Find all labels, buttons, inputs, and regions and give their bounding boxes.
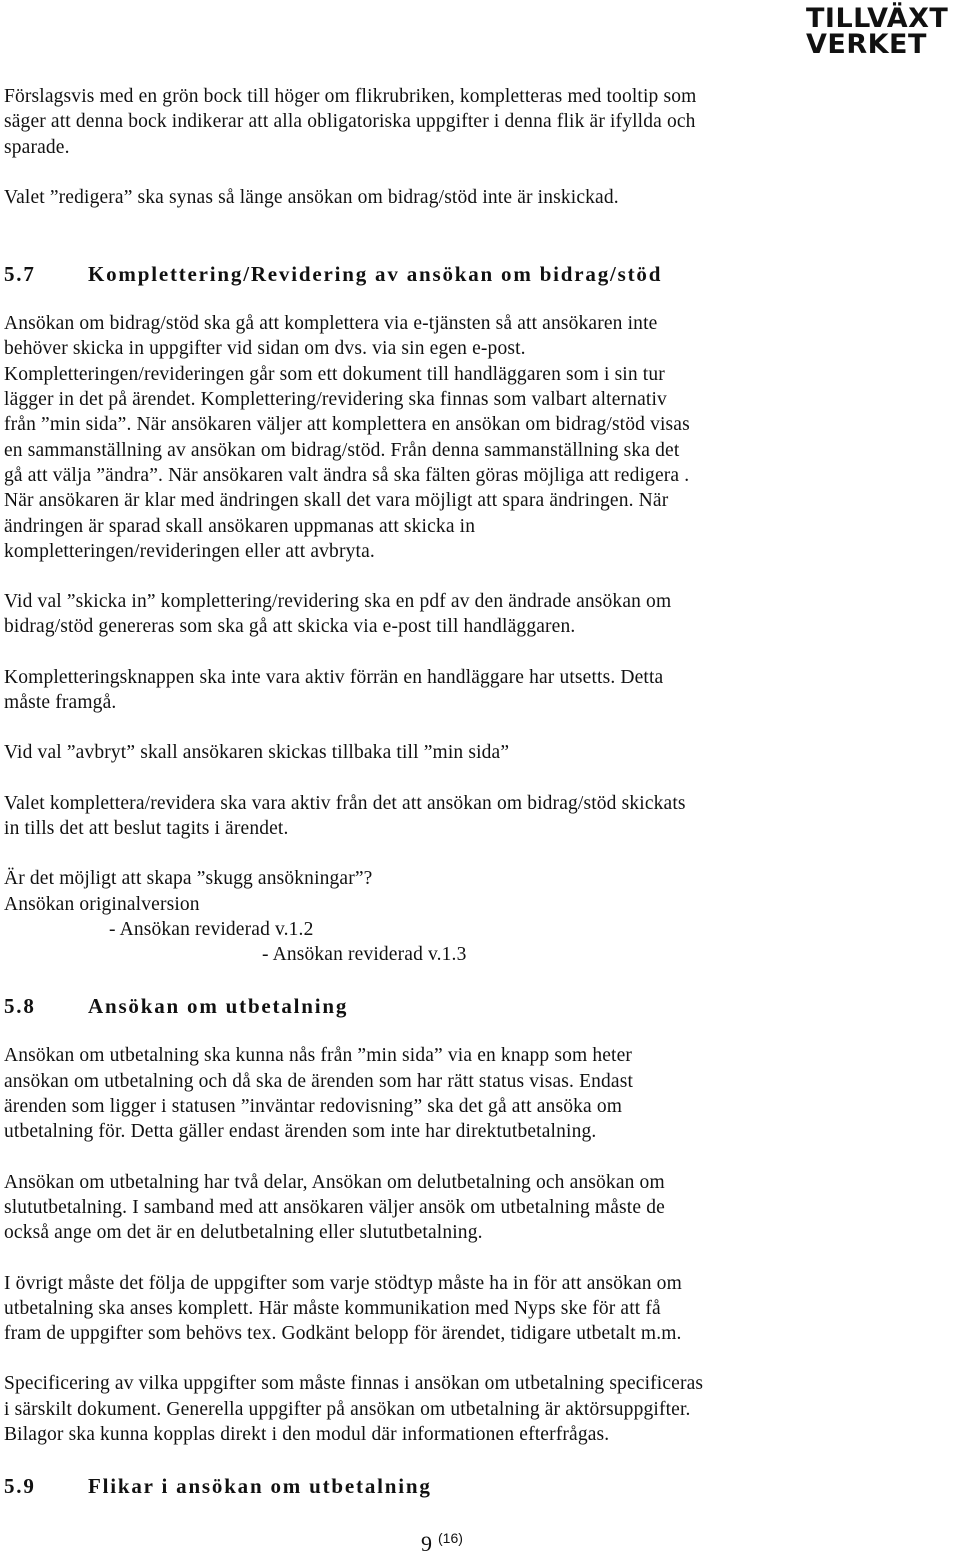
body-line: gå att välja ”ändra”. När ansökaren valt ändra så ska fälten göras möjliga att redigera . — [4, 464, 690, 486]
paragraph — [4, 589, 954, 640]
body-line: ärenden som ligger i statusen ”inväntar redovisning” ska det gå att ansöka om — [4, 1096, 623, 1118]
body-line: en sammanställning av ansökan om bidrag/stöd. Från denna sammanställning ska det — [4, 439, 680, 461]
body-line: bidrag/stöd genereras som ska gå att skicka via e-post till handläggaren. — [4, 616, 576, 638]
body-line: kompletteringen/revideringen eller att avbryta. — [4, 540, 375, 562]
body-line: i särskilt dokument. Generella uppgifter på ansökan om utbetalning är aktörsuppgifter. — [4, 1398, 691, 1420]
logo-line-2: VERKET — [806, 29, 927, 60]
section-number: 5.8 — [4, 994, 36, 1019]
body-line: Valet komplettera/revidera ska vara aktiv från det att ansökan om bidrag/stöd skickats — [4, 792, 686, 814]
paragraph — [4, 1043, 954, 1144]
body-line: Ansökan originalversion — [4, 893, 200, 915]
body-line: fram de uppgifter som behövs tex. Godkänt belopp för ärendet, tidigare utbetalt m.m. — [4, 1323, 682, 1345]
paragraph — [4, 1271, 954, 1347]
document-body — [4, 84, 954, 1499]
body-line: När ansökaren är klar med ändringen skall det vara möjligt att spara ändringen. När — [4, 490, 669, 512]
paragraph — [4, 1371, 954, 1447]
body-line: också ange om det är en delutbetalning eller slututbetalning. — [4, 1222, 483, 1244]
body-line: säger att denna bock indikerar att alla obligatoriska uppgifter i denna flik är ifyllda och — [4, 111, 696, 133]
section-title: Flikar i ansökan om utbetalning — [88, 1474, 432, 1499]
body-line: Förslagsvis med en grön bock till höger om flikrubriken, kompletteras med tooltip som — [4, 86, 697, 107]
section-title: Ansökan om utbetalning — [88, 994, 349, 1019]
page-number: 9 — [421, 1531, 432, 1556]
section-heading-5-9 — [4, 1474, 954, 1499]
body-line: Bilagor ska kunna kopplas direkt i den modul där informationen efterfrågas. — [4, 1423, 610, 1445]
paragraph — [4, 665, 954, 716]
paragraph — [4, 866, 954, 967]
body-line: Ansökan om utbetalning har två delar, Ansökan om delutbetalning och ansökan om — [4, 1171, 665, 1193]
body-line: lägger in det på ärendet. Komplettering/revidering ska finnas som valbart alternativ — [4, 389, 667, 411]
body-line: behöver skicka in uppgifter vid sidan om dvs. via sin egen e-post. — [4, 338, 526, 360]
body-line: Är det möjligt att skapa ”skugg ansökningar”? — [4, 868, 373, 890]
paragraph — [4, 311, 954, 564]
list-item: - Ansökan reviderad v.1.3 — [262, 944, 467, 966]
logo-line-1: TILLVÄXT — [806, 3, 949, 34]
page-total: (16) — [438, 1530, 463, 1546]
body-line: måste framgå. — [4, 692, 117, 714]
body-line: utbetalning för. Detta gäller endast ärenden som inte har direktutbetalning. — [4, 1121, 597, 1143]
list-item: - Ansökan reviderad v.1.2 — [109, 918, 314, 940]
section-title: Komplettering/Revidering av ansökan om bidrag/stöd — [88, 262, 663, 287]
body-line: sparade. — [4, 136, 70, 158]
body-line: ändringen är sparad skall ansökaren uppmanas att skicka in — [4, 515, 476, 537]
section-heading-5-7 — [4, 262, 954, 287]
body-line: in tills det att beslut tagits i ärendet. — [4, 817, 289, 839]
body-line: Kompletteringen/revideringen går som ett dokument till handläggaren som i sin tur — [4, 363, 665, 385]
body-line: Valet ”redigera” ska synas så länge ansökan om bidrag/stöd inte är inskickad. — [4, 186, 619, 208]
section-number: 5.9 — [4, 1474, 36, 1499]
body-line: I övrigt måste det följa de uppgifter som varje stödtyp måste ha in för att ansökan om — [4, 1272, 682, 1294]
body-line: utbetalning ska anses komplett. Här måste kommunikation med Nyps ske för att få — [4, 1297, 661, 1319]
body-line: från ”min sida”. När ansökaren väljer att komplettera en ansökan om bidrag/stöd visas — [4, 414, 690, 436]
tillvaxtverket-logo — [806, 3, 956, 60]
paragraph — [4, 791, 954, 842]
body-line: slututbetalning. I samband med att ansökaren väljer ansök om utbetalning måste de — [4, 1196, 665, 1218]
section-number: 5.7 — [4, 262, 36, 287]
body-line: ansökan om utbetalning och då ska de ärenden som har rätt status visas. Endast — [4, 1070, 634, 1092]
body-line: Specificering av vilka uppgifter som måste finnas i ansökan om utbetalning specificeras — [4, 1373, 704, 1395]
page-footer — [421, 1530, 463, 1557]
body-line: Ansökan om utbetalning ska kunna nås från ”min sida” via en knapp som heter — [4, 1045, 633, 1067]
paragraph — [4, 1170, 954, 1246]
body-line: Vid val ”skicka in” komplettering/revidering ska en pdf av den ändrade ansökan om — [4, 591, 672, 613]
section-heading-5-8 — [4, 994, 954, 1019]
body-line: Kompletteringsknappen ska inte vara aktiv förrän en handläggare har utsetts. Detta — [4, 666, 664, 688]
body-line: Vid val ”avbryt” skall ansökaren skickas tillbaka till ”min sida” — [4, 742, 510, 764]
body-line: Ansökan om bidrag/stöd ska gå att komplettera via e-tjänsten så att ansökaren inte — [4, 313, 658, 335]
